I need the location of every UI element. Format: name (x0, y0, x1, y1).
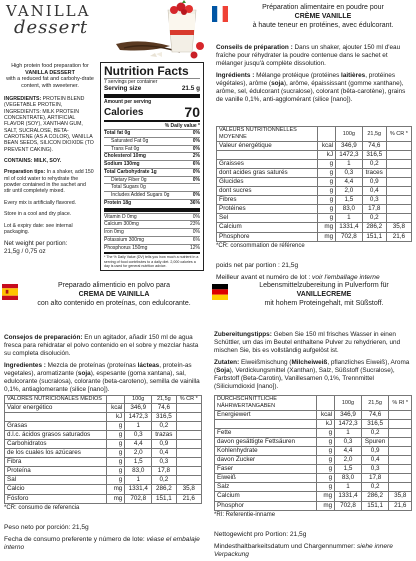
table-row: Faser g 1,5 0,3 (215, 465, 412, 474)
table-row: de los cuales los azúcares g 2,0 0,4 (5, 449, 202, 458)
table-row: Calcio mg 1331,4 286,2 35,8 (5, 485, 202, 494)
prep-tips-de: Zubereitungstipps: Geben Sie 150 ml frisches Wasser in einen Schüttler, um das im Beutel enthaltene Pulver zu rehydrieren, und mischen Sie, bis es vollständig aufgelöst ist. (214, 331, 401, 354)
table-row: Fibres g 1,5 0,3 (217, 196, 412, 205)
mineral-rows (104, 213, 200, 252)
nutrient-row: Saturated Fat 0g 0% (104, 137, 200, 145)
mineral-row: Calcium 300mg 23% (104, 221, 200, 228)
table-row: Calcium mg 1331,4 286,2 35,8 (217, 223, 412, 232)
german-label-section: Lebensmittelzubereitung in Pulverform für VANILLECREME mit hohem Proteingehalt, mit Süßstoff. Zubereitungstipps: Geben Sie 150 ml frisches Wasser in einen Schüttler, um das im Beutel enthaltene Pulver zu rehydrieren, und mischen Sie, bis es vollständig aufgelöst ist. Zutaten: Eiweißmischung (Milcheiweiß, pflanzliches Eiweiß), Aroma (Soja), Verdickungsmittel (Xanthan), Salz, Süßstoff (Sucralose), Farbstoff (Beta-Carotin), Vanillesamen 0,1%, Trennmittel (Siliciumdioxid [nano]). DURCHSCHNITTLICHE NÄHRWERTANGABEN 100g 21,5g % RI * Energiewert kcal 346,9 74,6 kJ 1472,3 316,5 Fette g 1 0,2 davon gesättigte Fettsäuren g 0,3 Spuren Kohlenhydrate g 4,4 0,9 davon Zucker g 2,0 0,4 Faser g 1,5 0,3 Eiweiß g 83,0 17,8 Salz g 1 0,2 Calcium mg 1331,4 286,2 35,8 Phosphor mg 702,8 151,1 21,6 *RI: Referentie-inname Nettogewicht pro Portion: 21,5g Mindesthaltbarkeitsdatum und Chargennummer: siehe innere Verpackung (210, 278, 416, 561)
lot-note: Lot & expiry date: see internal packaging. (4, 222, 73, 235)
prep-tips-es: Consejos de preparación: En un agitador, añadir 150 ml de agua fresca para rehidratar el polvo contenido en el sobre y mezclar hasta su completa disolución. (4, 334, 199, 357)
calories-row: Calories 70 (104, 104, 200, 120)
spain-flag-icon (2, 284, 18, 300)
table-row: Kohlenhydrate g 4,4 0,9 (215, 447, 412, 456)
nutrient-row: Cholesterol 10mg 2% (104, 153, 200, 160)
table-row: Glucides g 4,4 0,9 (217, 178, 412, 187)
table-row: Phosphore mg 702,8 151,1 21,6 (217, 232, 412, 241)
table-header-row: VALORES NUTRICIONALES MEDIOS 100g 21,5g % CR * (5, 396, 202, 404)
table-row: Carbohidratos g 4,4 0,9 (5, 440, 202, 449)
french-label-section: Préparation alimentaire en poudre pour CRÈME VANILLE à haute teneur en protéines, avec édulcorant. Conseils de préparation : Dans un shaker, ajouter 150 ml d'eau fraîche pour réhydrater la poudre contenue dans le sachet et mélanger jusqu'à complète dissolution. Ingrédients : Mélange protéique (protéines laitières, protéines végétales), arôme (soja), arôme, épaississant (gomme xanthane), arôme, sel, édulcorant (sucralose), colorant (bêta-carotène), grains de vanille 0,1%, anti-agglomérant (silice [nano]). VALEURS NUTRITIONNELLES MOYENNE 100g 21,5g % CR * Valeur énergétique kcal 346,9 74,6 kJ 1472,3 316,5 Graisses g 1 0,2 dont acides gras saturés g 0,3 traces Glucides g 4,4 0,9 dont sucres g 2,0 0,4 Fibres g 1,5 0,3 Protéines g 83,0 17,8 Sel g 1 0,2 Calcium mg 1331,4 286,2 35,8 Phosphore mg 702,8 151,1 21,6 *CR: consommation de référence poids net par portion : 21,5g Meilleur avant et numéro de lot : voir l'emballage interne (210, 0, 416, 270)
table-row: Energiewert kcal 346,9 74,6 (215, 411, 412, 420)
net-weight-en: Net weight per portion: 21,5g / 0,75 oz (4, 240, 68, 255)
mineral-row: Phosphorus 150mg 12% (104, 244, 200, 251)
brand-logo: VANILLA dessert (6, 2, 91, 38)
table-row: Phosphor mg 702,8 151,1 21,6 (215, 501, 412, 510)
prep-tips-fr: Conseils de préparation : Dans un shaker, ajouter 150 ml d'eau fraîche pour réhydrater la poudre contenue dans le sachet et mélanger jusqu'à complète dissolution. (216, 44, 401, 67)
ingredients-en: INGREDIENTS: PROTEIN BLEND (VEGETABLE PROTEIN, INGREDIENTS: MILK PROTEIN CONCENTRATE), ARTIFICIAL FLAVOR (SOY), XANTHAN GUM, SALT, SUCRALOSE, BETA-CAROTENE (AS A COLOR), VANILLA BEAN SEEDS, SILICON DIOXIDE (TO PREVENT CAKING). (4, 96, 94, 153)
table-row: d.l.c. ácidos grasos saturados g 0,3 trazas (5, 431, 202, 440)
nutrition-table-fr (216, 126, 412, 242)
table-row: dont acides gras saturés g 0,3 traces (217, 169, 412, 178)
table-row: Salz g 1 0,2 (215, 483, 412, 492)
ingredients-fr: Ingrédients : Mélange protéique (protéines laitières, protéines végétales), arôme (soja), arôme, épaississant (gomme xanthane), arôme, sel, édulcorant (sucralose), colorant (bêta-carotène), grains de vanille 0,1%, anti-agglomérant (silice [nano]). (216, 72, 406, 103)
table-header-row: DURCHSCHNITTLICHE NÄHRWERTANGABEN 100g 21,5g % RI * (215, 396, 412, 411)
table-row: davon Zucker g 2,0 0,4 (215, 456, 412, 465)
mineral-row: Potassium 300mg 6% (104, 236, 200, 243)
france-flag-icon (212, 6, 228, 22)
table-row: Fibra g 1,5 0,3 (5, 458, 202, 467)
nutrient-row: Protein 18g 36% (104, 199, 200, 206)
table-row: Eiweiß g 83,0 17,8 (215, 474, 412, 483)
storage-note: Store in a cool and dry place. (4, 211, 72, 218)
nutrition-table-es (4, 395, 202, 504)
nutrient-row: Total Carbohydrate 1g 0% (104, 168, 200, 175)
spanish-label-section: Preparado alimenticio en polvo para CREMA DE VAINILLA con alto contenido en proteínas, con edulcorante. Consejos de preparación: En un agitador, añadir 150 ml de agua fresca para rehidratar el polvo contenido en el sobre y mezclar hasta su completa disolución. Ingredientes : Mezcla de proteínas (proteínas lácteas, proteín-as vegetales), aromatizante (soja), espesante (goma xantana), sal, edulcorante (sucralosa), colorante (beta-caroteno), semilla de vainilla 0,1%, antiaglomerante (silice [nano]). VALORES NUTRICIONALES MEDIOS 100g 21,5g % CR * Valor energético kcal 346,9 74,6 kJ 1472,3 316,5 Grasas g 1 0,2 d.l.c. ácidos grasos saturados g 0,3 trazas Carbohidratos g 4,4 0,9 de los cuales los azúcares g 2,0 0,4 Fibra g 1,5 0,3 Proteína g 83,0 17,8 Sal g 1 0,2 Calcio mg 1331,4 286,2 35,8 Fósforo mg 702,8 151,1 21,6 *CR: consumo de referencia Peso neto por porción: 21,5g Fecha de consumo preferente y número de lote: véase el embalaje interno (0, 278, 206, 561)
ingredients-es: Ingredientes : Mezcla de proteínas (proteínas lácteas, proteín-as vegetales), aromatizante (soja), espesante (goma xantana), sal, edulcorante (sucralosa), colorante (beta-caroteno), semilla de vainilla 0,1%, antiaglomerante (silice [nano]). (4, 362, 200, 393)
nutrition-table-de (214, 395, 412, 511)
table-row: Valeur énergétique kcal 346,9 74,6 (217, 142, 412, 151)
nutrient-row: Sodium 130mg 6% (104, 161, 200, 168)
mineral-row: Iron 0mg 0% (104, 229, 200, 236)
nutrition-facts-title: Nutrition Facts (104, 64, 189, 78)
nutrient-row: Dietary Fiber 0g 0% (104, 176, 200, 184)
table-row: dont sucres g 2,0 0,4 (217, 187, 412, 196)
table-row: Valor energético kcal 346,9 74,6 (5, 404, 202, 413)
nutrient-row: Trans Fat 0g 0% (104, 145, 200, 153)
table-row: kJ 1472,3 316,5 (5, 413, 202, 422)
english-details (4, 96, 94, 240)
table-row: Calcium mg 1331,4 286,2 35,8 (215, 492, 412, 501)
ingredients-de: Zutaten: Eiweißmischung (Milcheiweiß, pflanzliches Eiweiß), Aroma (Soja), Verdickungsmittel (Xanthan), Salz, Süßstoff (Sucralose), Farbstoff (Beta-Carotin), Vanillesamen 0,1%, Trennmittel (Siliciumdioxid [nano]). (214, 359, 410, 390)
table-row: davon gesättigte Fettsäuren g 0,3 Spuren (215, 438, 412, 447)
flavor-note: Every mix is artificially flavored. (4, 199, 77, 206)
dessert-cup-illustration (110, 0, 206, 62)
table-row: Grasas g 1 0,2 (5, 422, 202, 431)
table-header-row: VALEURS NUTRITIONNELLES MOYENNE 100g 21,5g % CR * (217, 127, 412, 142)
nutrient-row: Total fat 0g 0% (104, 130, 200, 137)
germany-flag-icon (212, 284, 228, 300)
table-row: kJ 1472,3 316,5 (217, 151, 412, 160)
prep-tips-en: Preparation tips: In a shaker, add 150 ml of cold water to rehydrate the powder contained in the sachet and stir until completely mixed. (4, 169, 94, 195)
table-row: Graisses g 1 0,2 (217, 160, 412, 169)
table-row: kJ 1472,3 316,5 (215, 420, 412, 429)
nutrition-facts-panel: Nutrition Facts 7 servings per container Serving size 21.5 g Amount per serving Calories 70 % Daily value * Total fat 0g 0% Saturated Fat 0g 0% Trans Fat 0g 0% Cholesterol 10mg 2% Sodium 130mg 6% Total Carbohydrate 1g 0% Dietary Fiber 0g 0% Total Sugars 0g Includes Added Sugars 0g 0% Protein 18g 36% Vitamin D 0mg 0% Calcium 300mg 23% Iron 0mg 0% Potassium 300mg 6% Phosphorus 150mg 12% * The % Daily Value (DV) tells you how much a nutrient in a serving of food contributes to a daily diet. 2,000 calories a day is used for general nutrition advice. (100, 62, 204, 271)
allergen-statement: CONTAINS: MILK, SOY. (4, 158, 62, 165)
table-row: Sal g 1 0,2 (5, 476, 202, 485)
english-label-section (0, 0, 206, 270)
nutrient-row: Total Sugars 0g (104, 183, 200, 191)
mineral-row: Vitamin D 0mg 0% (104, 213, 200, 220)
nutrient-row: Includes Added Sugars 0g 0% (104, 191, 200, 199)
table-row: Proteína g 83,0 17,8 (5, 467, 202, 476)
product-intro: High protein food preparation for VANILLA DESSERT with a reduced fat and carbohy-drate content, with sweetener. (6, 63, 94, 89)
table-row: Fette g 1 0,2 (215, 429, 412, 438)
nutrient-rows (104, 129, 200, 207)
table-row: Sel g 1 0,2 (217, 214, 412, 223)
table-row: Fósforo mg 702,8 151,1 21,6 (5, 494, 202, 503)
table-row: Protéines g 83,0 17,8 (217, 205, 412, 214)
